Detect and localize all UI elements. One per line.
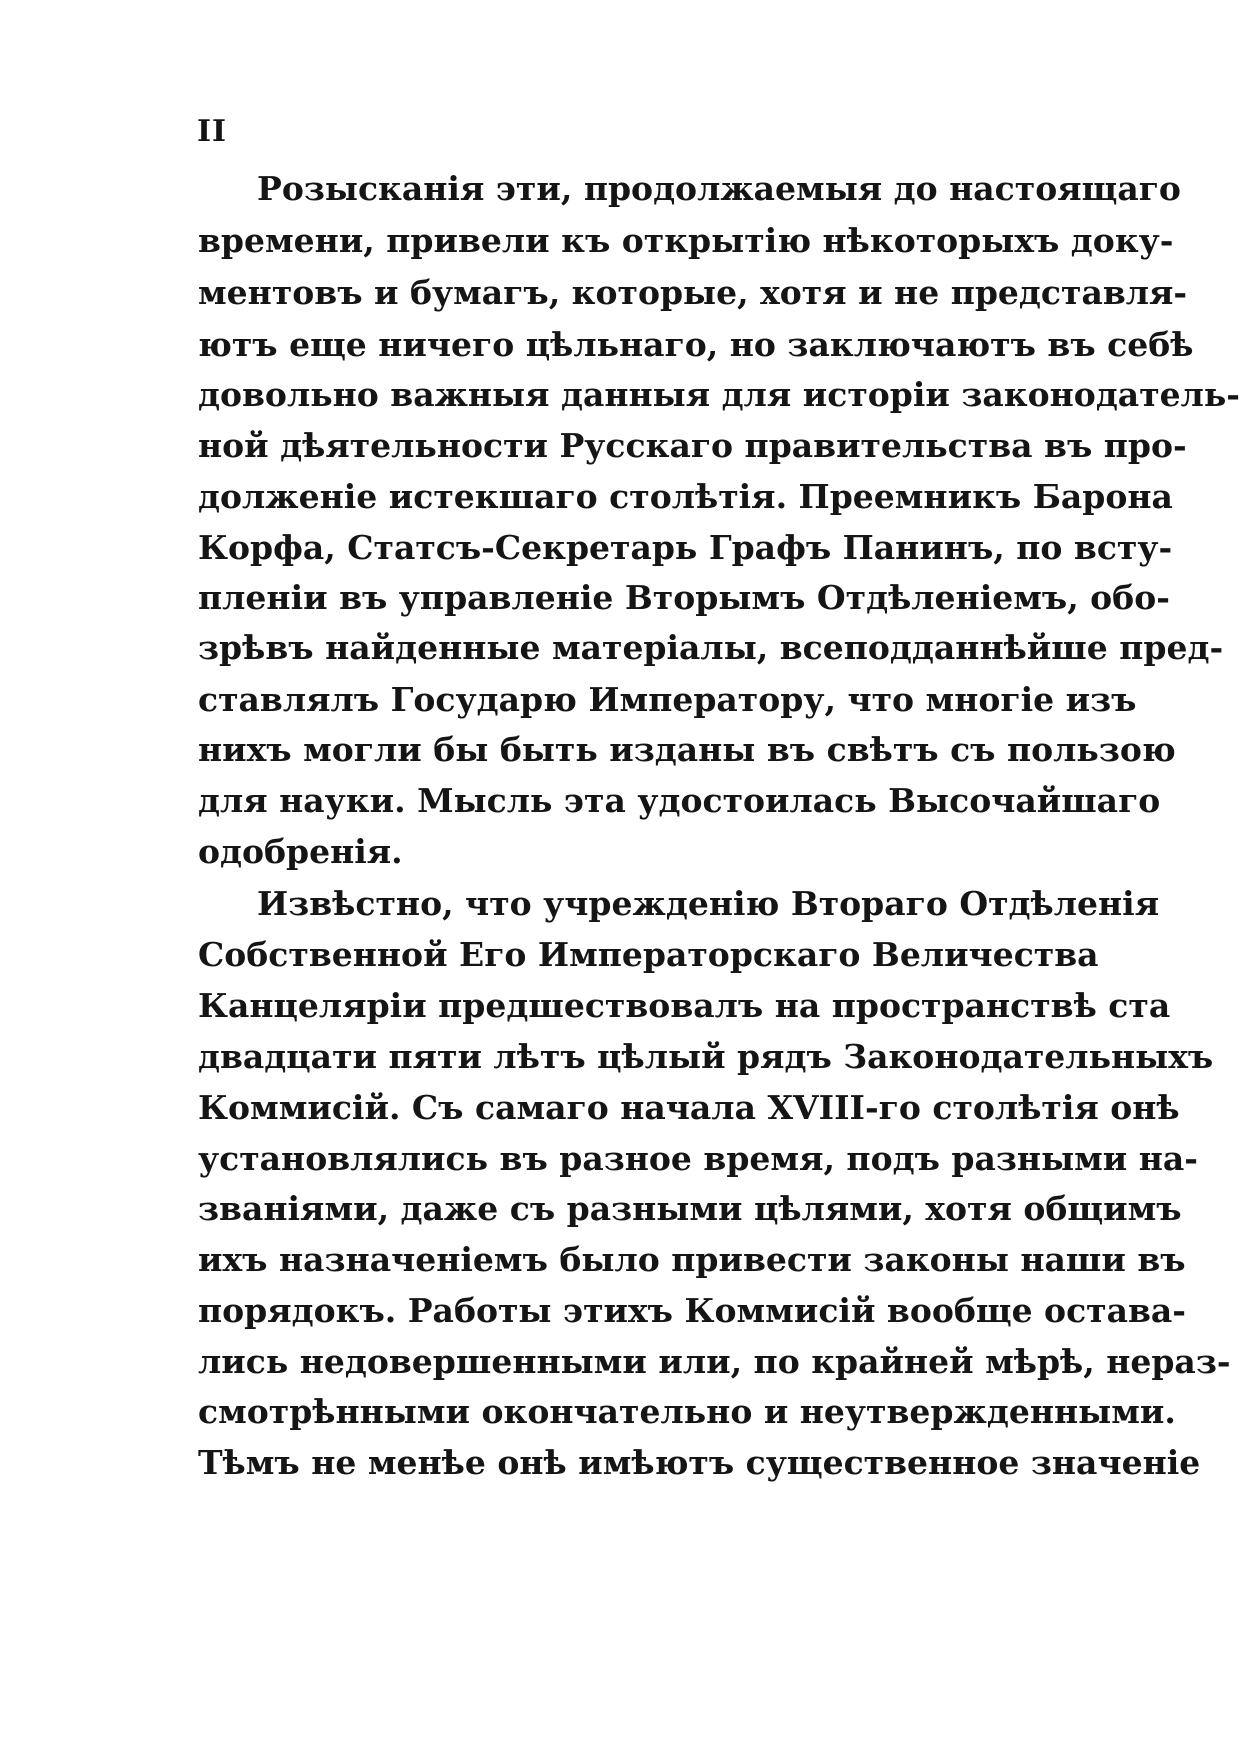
text-line: Извѣстно, что учрежденію Втораго Отдѣленія (257, 884, 1160, 923)
text-line: порядокъ. Работы этихъ Коммисій вообще остава- (198, 1291, 1187, 1330)
text-line: ной дѣятельности Русскаго правительства въ про- (198, 426, 1187, 465)
text-line: смотрѣнными окончательно и неутвержденными. (198, 1392, 1176, 1431)
text-line: ментовъ и бумагъ, которые, хотя и не представля- (198, 273, 1188, 312)
text-line: долженіе истекшаго столѣтія. Преемникъ Барона (198, 477, 1173, 516)
text-line: зрѣвъ найденные матеріалы, всеподданнѣйше пред- (198, 628, 1224, 667)
text-line: установлялись въ разное время, подъ разными на- (198, 1139, 1199, 1178)
text-line: Розысканія эти, продолжаемыя до настоящаго (257, 169, 1181, 208)
text-line: званіями, даже съ разными цѣлями, хотя общимъ (198, 1189, 1182, 1228)
text-line: времени, привели къ открытію нѣкоторыхъ доку- (198, 221, 1174, 260)
text-line: ютъ еще ничего цѣльнаго, но заключаютъ въ себѣ (198, 325, 1194, 364)
text-line: ихъ назначеніемъ было привести законы наши въ (198, 1240, 1186, 1279)
text-line: двадцати пяти лѣтъ цѣлый рядъ Законодательныхъ (198, 1037, 1214, 1076)
text-line: одобренія. (198, 832, 403, 871)
text-line: нихъ могли бы быть изданы въ свѣтъ съ пользою (198, 730, 1176, 769)
text-line: Собственной Его Императорскаго Величества (198, 935, 1099, 974)
text-line: для науки. Мысль эта удостоилась Высочайшаго (198, 781, 1161, 820)
text-line: довольно важныя данныя для исторіи законодатель- (198, 375, 1240, 414)
text-line: ставлялъ Государю Императору, что многіе изъ (198, 680, 1137, 719)
text-line: лись недовершенными или, по крайней мѣрѣ, нераз- (198, 1342, 1231, 1381)
text-line: Тѣмъ не менѣе онѣ имѣютъ существенное значеніе (198, 1443, 1201, 1482)
page-number: II (197, 114, 228, 149)
text-line: пленіи въ управленіе Вторымъ Отдѣленіемъ, обо- (198, 578, 1170, 617)
text-line: Корфа, Статсъ-Секретарь Графъ Панинъ, по всту- (198, 528, 1173, 567)
text-line: Коммисій. Съ самаго начала XVIII-го столѣтія онѣ (198, 1088, 1180, 1127)
text-line: Канцеляріи предшествовалъ на пространствѣ ста (198, 986, 1171, 1025)
